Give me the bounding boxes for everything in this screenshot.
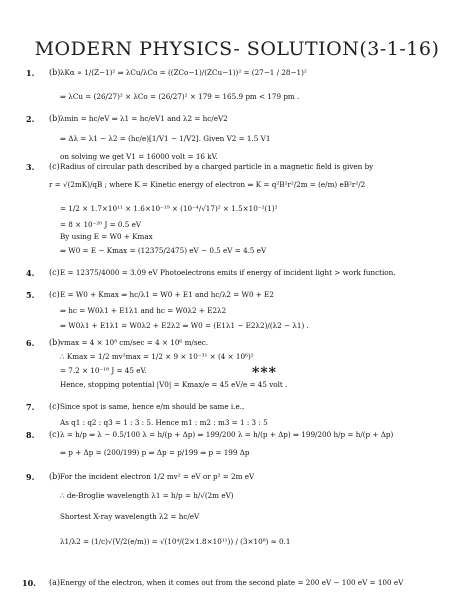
solution-line: Hence, stopping potential |V0| = Kmax/e = 45 eV/e = 45 volt . [60,380,288,389]
question-number: 6. [26,338,35,348]
question-number: 8. [26,430,35,440]
solution-line: vmax = 4 × 10⁸ cm/sec = 4 × 10⁶ m/sec. [60,338,209,347]
solution-line: ⇒ W0 = E − Kmax = (12375/2475) eV − 0.5 eV = 4.5 eV [60,246,267,255]
solution-line: λ = h/p ⇒ λ − 0.5/100 λ = h/(p + Δp) ⇒ 199/200 λ = h/(p + Δp) ⇒ 199/200 h/p = h/(p + Δp) [60,430,394,439]
page-title: MODERN PHYSICS- SOLUTION(3-1-16) [34,38,440,60]
answer-option: (b) [49,68,61,77]
solution-line: = 8 × 10⁻²⁰ J = 0.5 eV [60,220,142,229]
question-number: 7. [26,402,35,412]
solution-line: Shortest X-ray wavelength λ2 = hc/eV [60,512,200,521]
question-number: 1. [26,68,35,78]
answer-option: (c) [49,162,60,171]
answer-option: (b) [49,472,61,481]
question-number: 4. [26,268,35,278]
solution-line: ∴ Kmax = 1/2 mv²max = 1/2 × 9 × 10⁻³¹ × (4 × 10⁶)² [60,352,254,361]
solution-line: λKα ∝ 1/(Z−1)² ⇒ λCu/λCo = ((ZCo−1)/(ZCu−1))² = (27−1 / 28−1)² [60,68,307,77]
solution-line: = 1/2 × 1.7×10¹¹ × 1.6×10⁻¹⁹ × (10⁻⁴/√17)² × 1.5×10⁻²(1)² [60,204,278,213]
solution-line: For the incident electron 1/2 mv² = eV or p² = 2m eV [60,472,255,481]
question-number: 3. [26,162,35,172]
solution-line: ⇒ λCu = (26/27)² × λCo = (26/27)² × 179 = 165.9 pm < 179 pm . [60,92,300,101]
question-number: 10. [22,578,36,588]
solution-line: ⇒ W0λ1 + E1λ1 = W0λ2 + E2λ2 ⇒ W0 = (E1λ1 − E2λ2)/(λ2 − λ1) . [60,321,309,330]
answer-option: (c) [49,268,60,277]
answer-option: (b) [49,114,61,123]
star-marks: *** [252,365,277,381]
solution-line: λmin = hc/eV ⇒ λ1 = hc/eV1 and λ2 = hc/eV2 [60,114,228,123]
solution-line: λ1/λ2 = (1/c)√(V/2(e/m)) = √(10⁴/(2×1.8×10¹¹)) / (3×10⁸) ≈ 0.1 [60,537,291,546]
solution-line: ⇒ hc = W0λ1 + E1λ1 and hc = W0λ2 + E2λ2 [60,306,227,315]
solution-line: r = √(2mK)/qB ; where K = Kinetic energy of electron ⇒ K = q²B²r²/2m = (e/m) eB²r²/2 [49,180,366,189]
solution-line: on solving we get V1 = 16000 volt = 16 kV. [60,152,218,161]
solution-line: ⇒ p + Δp = (200/199) p ⇒ Δp = p/199 ⇒ p = 199 Δp [60,448,250,457]
solution-line: E = 12375/4000 = 3.09 eV Photoelectrons emits if energy of incident light > work function. [60,268,396,277]
solution-line: Energy of the electron, when it comes out from the second plate = 200 eV − 100 eV = 100 eV [60,578,404,587]
question-number: 9. [26,472,35,482]
solution-line: ∴ de-Broglie wavelength λ1 = h/p = h/√(2m eV) [60,491,234,500]
question-number: 2. [26,114,35,124]
answer-option: (c) [49,402,60,411]
answer-option: (a) [49,578,61,587]
question-number: 5. [26,290,35,300]
answer-option: (b) [49,338,61,347]
solution-line: Since spot is same, hence e/m should be same i.e., [60,402,245,411]
solution-line: Radius of circular path described by a charged particle in a magnetic field is given by [60,162,374,171]
solution-line: As q1 : q2 : q3 = 1 : 3 : 5. Hence m1 : m2 : m3 = 1 : 3 : 5 [60,418,268,427]
solution-line: = 7.2 × 10⁻¹⁸ J = 45 eV. [60,366,147,375]
solution-line: ⇒ Δλ = λ1 − λ2 = (hc/e)[1/V1 − 1/V2]. Given V2 = 1.5 V1 [60,134,271,143]
answer-option: (c) [49,430,60,439]
solution-line: By using E = W0 + Kmax [60,232,153,241]
solution-line: E = W0 + Kmax ⇒ hc/λ1 = W0 + E1 and hc/λ2 = W0 + E2 [60,290,274,299]
answer-option: (c) [49,290,60,299]
